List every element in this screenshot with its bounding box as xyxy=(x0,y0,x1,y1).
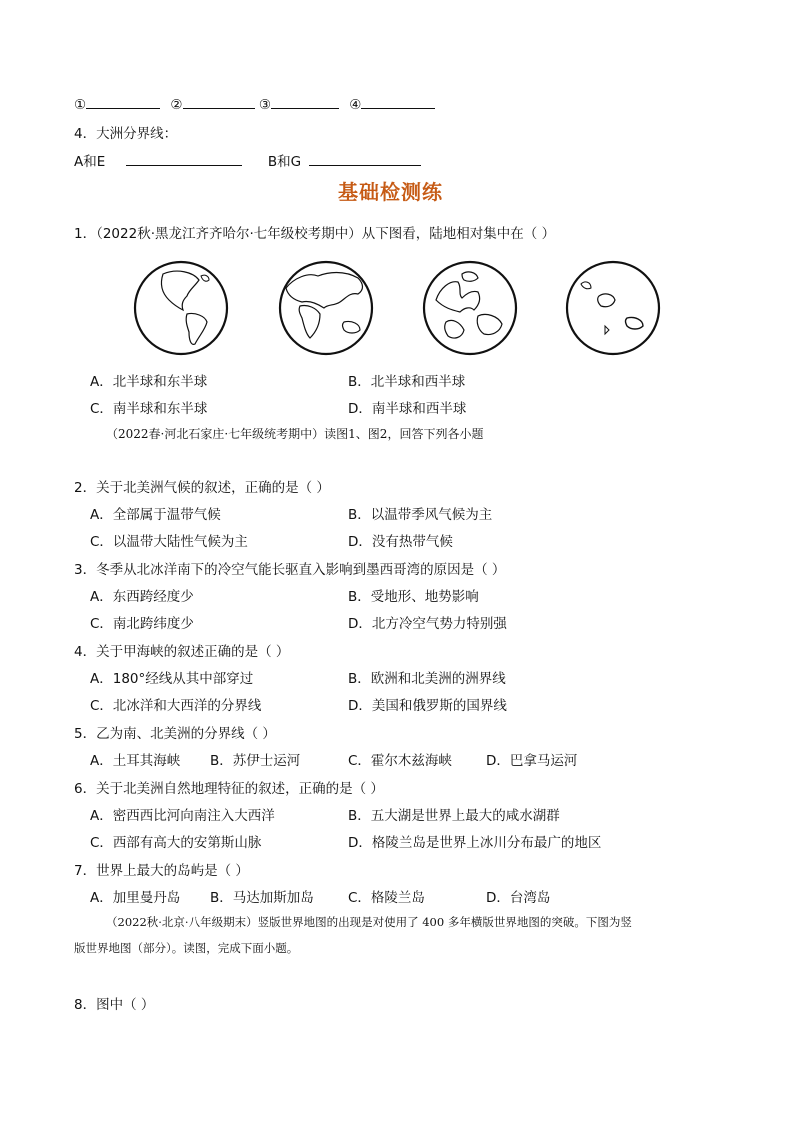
q3-option-d[interactable]: D．北方冷空气势力特别强 xyxy=(348,616,507,632)
q7-stem: 7．世界上最大的岛屿是（ ） xyxy=(74,863,249,879)
q1-option-b[interactable]: B．北半球和西半球 xyxy=(348,374,466,390)
reading-intro-1: （2022春·河北石家庄·七年级统考期中）读图1、图2，回答下列各小题 xyxy=(106,427,484,441)
q4-option-c[interactable]: C．北冰洋和大西洋的分界线 xyxy=(90,698,262,714)
q6-option-d[interactable]: D．格陵兰岛是世界上冰川分布最广的地区 xyxy=(348,835,602,851)
q4-stem: 4．关于甲海峡的叙述正确的是（ ） xyxy=(74,644,290,660)
q7-option-b[interactable]: B．马达加斯加岛 xyxy=(210,890,314,906)
q7-option-a[interactable]: A．加里曼丹岛 xyxy=(90,890,181,906)
globe-eastern-hemisphere xyxy=(278,260,374,356)
section-title: 基础检测练 xyxy=(338,180,443,204)
q3-option-b[interactable]: B．受地形、地势影响 xyxy=(348,589,479,605)
blank-line-3[interactable] xyxy=(271,96,339,109)
q1-option-c[interactable]: C．南半球和东半球 xyxy=(90,401,208,417)
q1-option-d[interactable]: D．南半球和西半球 xyxy=(348,401,467,417)
boundary-blanks-row xyxy=(74,150,421,170)
q3-option-c[interactable]: C．南北跨纬度少 xyxy=(90,616,194,632)
q5-option-c[interactable]: C．霍尔木兹海峡 xyxy=(348,753,452,769)
globe-western-hemisphere xyxy=(133,260,229,356)
blank-line-4[interactable] xyxy=(361,96,435,109)
q5-option-a[interactable]: A．土耳其海峡 xyxy=(90,753,181,769)
q2-option-d[interactable]: D．没有热带气候 xyxy=(348,534,453,550)
q1-option-a[interactable]: A．北半球和东半球 xyxy=(90,374,208,390)
label-a-and-e: A和E xyxy=(74,154,106,170)
blank-label-1: ① xyxy=(74,97,87,113)
q7-option-c[interactable]: C．格陵兰岛 xyxy=(348,890,425,906)
q6-option-b[interactable]: B．五大湖是世界上最大的咸水湖群 xyxy=(348,808,560,824)
q5-option-d[interactable]: D．巴拿马运河 xyxy=(486,753,578,769)
q5-option-b[interactable]: B．苏伊士运河 xyxy=(210,753,301,769)
label-b-and-g: B和G xyxy=(267,154,302,170)
q6-option-a[interactable]: A．密西西比河向南注入大西洋 xyxy=(90,808,275,824)
globe-northern-hemisphere xyxy=(422,260,518,356)
blank-label-3: ③ xyxy=(258,97,271,113)
q5-stem: 5．乙为南、北美洲的分界线（ ） xyxy=(74,726,276,742)
q2-option-a[interactable]: A．全部属于温带气候 xyxy=(90,507,221,523)
reading-intro-2-line-1: （2022秋·北京·八年级期末）竖版世界地图的出现是对使用了 400 多年横版世界地图的突破。下图为竖 xyxy=(106,915,632,929)
blank-a-and-e[interactable] xyxy=(126,153,242,166)
globe-southern-hemisphere xyxy=(565,260,661,356)
q3-stem: 3．冬季从北冰洋南下的冷空气能长驱直入影响到墨西哥湾的原因是（ ） xyxy=(74,562,506,578)
q2-stem: 2．关于北美洲气候的叙述，正确的是（ ） xyxy=(74,480,330,496)
q3-option-a[interactable]: A．东西跨经度少 xyxy=(90,589,194,605)
blank-line-2[interactable] xyxy=(183,96,255,109)
continent-boundary-heading: 4．大洲分界线： xyxy=(74,126,178,142)
q2-option-b[interactable]: B．以温带季风气候为主 xyxy=(348,507,493,523)
q8-stem: 8．图中（ ） xyxy=(74,997,155,1013)
q1-stem: 1．（2022秋·黑龙江齐齐哈尔·七年级校考期中）从下图看，陆地相对集中在（ ） xyxy=(74,226,556,242)
q6-stem: 6．关于北美洲自然地理特征的叙述，正确的是（ ） xyxy=(74,781,384,797)
q2-option-c[interactable]: C．以温带大陆性气候为主 xyxy=(90,534,248,550)
top-blank-row xyxy=(74,96,435,113)
q7-option-d[interactable]: D．台湾岛 xyxy=(486,890,551,906)
blank-label-2: ② xyxy=(170,97,183,113)
q6-option-c[interactable]: C．西部有高大的安第斯山脉 xyxy=(90,835,262,851)
q4-option-b[interactable]: B．欧洲和北美洲的洲界线 xyxy=(348,671,506,687)
blank-line-1[interactable] xyxy=(86,96,160,109)
reading-intro-2-line-2: 版世界地图（部分）。读图，完成下面小题。 xyxy=(74,941,299,955)
q4-option-a[interactable]: A．180°经线从其中部穿过 xyxy=(90,671,254,687)
blank-b-and-g[interactable] xyxy=(309,153,421,166)
q4-option-d[interactable]: D．美国和俄罗斯的国界线 xyxy=(348,698,507,714)
blank-label-4: ④ xyxy=(349,97,362,113)
